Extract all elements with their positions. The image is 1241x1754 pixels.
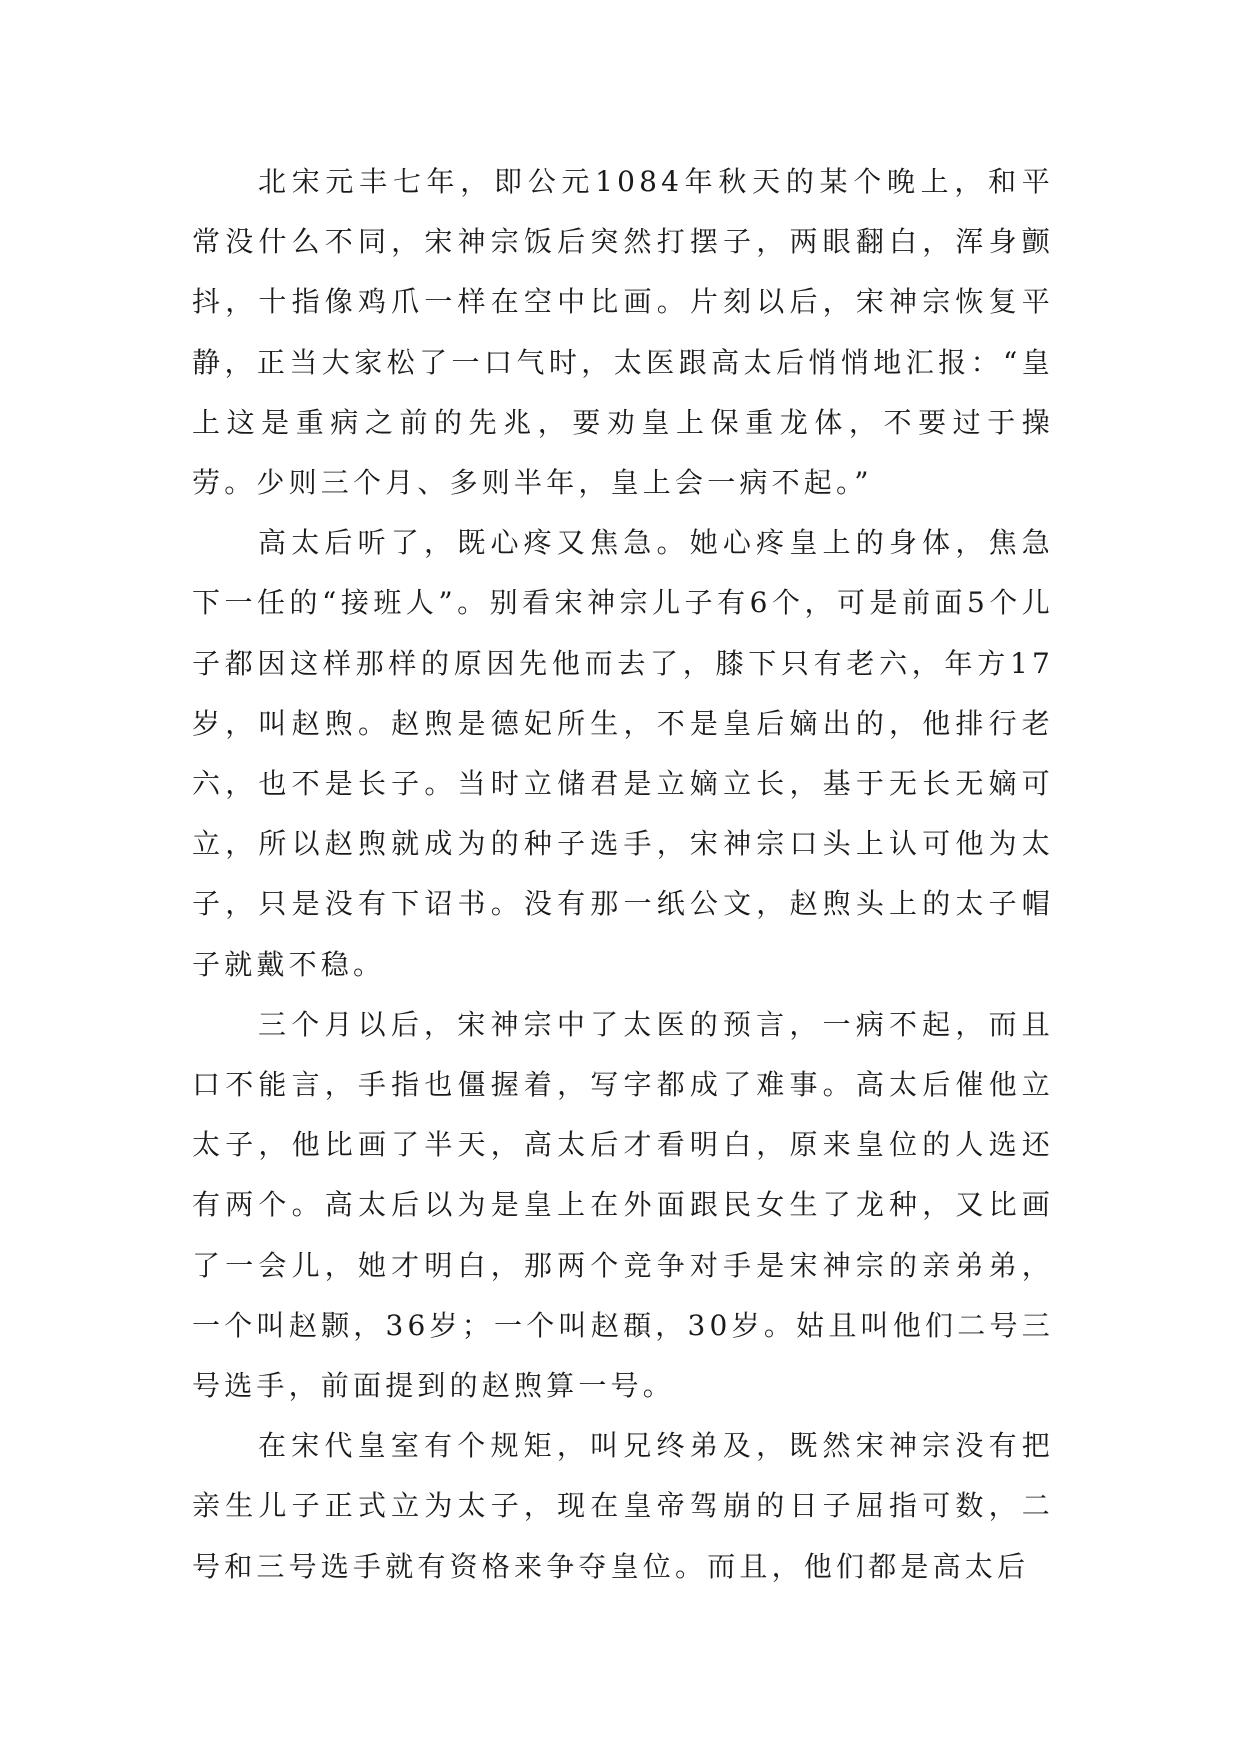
paragraph-1: 北宋元丰七年，即公元1084年秋天的某个晚上，和平常没什么不同，宋神宗饭后突然打摆子，两眼翻白，浑身颤抖，十指像鸡爪一样在空中比画。片刻以后，宋神宗恢复平静，正当大家松了一口气时，太医跟高太后悄悄地汇报：“皇上这是重病之前的先兆，要劝皇上保重龙体，不要过于操劳。少则三个月、多则半年，皇上会一病不起。” [192, 165, 1054, 500]
paragraph-3: 三个月以后，宋神宗中了太医的预言，一病不起，而且口不能言，手指也僵握着，写字都成了难事。高太后催他立太子，他比画了半天，高太后才看明白，原来皇位的人选还有两个。高太后以为是皇上在外面跟民女生了龙种，又比画了一会儿，她才明白，那两个竞争对手是宋神宗的亲弟弟，一个叫赵颢，36岁；一个叫赵頵，30岁。姑且叫他们二号三号选手，前面提到的赵煦算一号。 [192, 1007, 1054, 1403]
document-page [192, 152, 1054, 1597]
paragraph-2: 高太后听了，既心疼又焦急。她心疼皇上的身体，焦急下一任的“接班人”。别看宋神宗儿子有6个，可是前面5个儿子都因这样那样的原因先他而去了，膝下只有老六，年方17岁，叫赵煦。赵煦是德妃所生，不是皇后嫡出的，他排行老六，也不是长子。当时立储君是立嫡立长，基于无长无嫡可立，所以赵煦就成为的种子选手，宋神宗口头上认可他为太子，只是没有下诏书。没有那一纸公文，赵煦头上的太子帽子就戴不稳。 [192, 526, 1054, 981]
paragraph-4: 在宋代皇室有个规矩，叫兄终弟及，既然宋神宗没有把亲生儿子正式立为太子，现在皇帝驾崩的日子屈指可数，二号和三号选手就有资格来争夺皇位。而且，他们都是高太后 [192, 1429, 1054, 1583]
